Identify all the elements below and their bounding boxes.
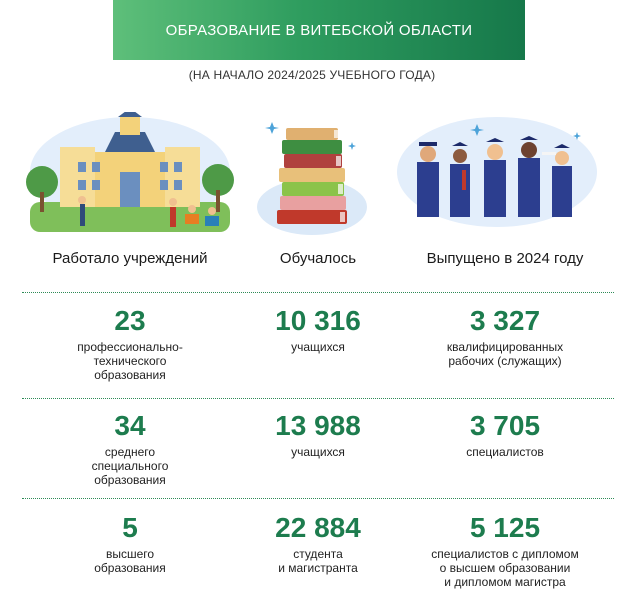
campus-illustration: [20, 112, 240, 237]
stat-value: 5 125: [469, 512, 541, 543]
stat-value: 34: [114, 410, 146, 441]
column-heading-students: Обучалось: [279, 250, 357, 267]
column-heading-institutions: Работало учреждений: [52, 250, 208, 267]
stat-label: профессионально- технического образования: [77, 340, 183, 382]
column-heading-graduates: Выпущено в 2024 году: [426, 250, 584, 267]
stat-label: высшего образования: [94, 547, 166, 575]
page-title: ОБРАЗОВАНИЕ В ВИТЕБСКОЙ ОБЛАСТИ: [165, 21, 473, 39]
stat-label: специалистов: [466, 445, 544, 459]
stat-cell: [248, 512, 388, 575]
stat-label: студента и магистранта: [278, 547, 358, 575]
row-separator: [22, 292, 614, 293]
stat-cell: [405, 305, 605, 368]
stat-label: среднего специального образования: [91, 445, 169, 487]
campus-icon: [20, 112, 240, 237]
stat-cell: [248, 305, 388, 354]
row-separator: [22, 498, 614, 499]
stat-cell: [405, 410, 605, 459]
stat-cell: [248, 410, 388, 459]
stat-value: 13 988: [275, 410, 361, 441]
stat-cell: [405, 512, 605, 589]
stat-value: 23: [114, 305, 146, 336]
stat-value: 5: [122, 512, 138, 543]
stat-cell: [40, 512, 220, 575]
stat-label: квалифицированных рабочих (служащих): [446, 340, 564, 368]
stat-label: учащихся: [291, 340, 345, 354]
stat-cell: [40, 410, 220, 487]
row-separator: [22, 398, 614, 399]
stat-value: 3 705: [469, 410, 541, 441]
stat-value: 3 327: [469, 305, 541, 336]
graduates-illustration: [392, 112, 602, 237]
stat-label: учащихся: [291, 445, 345, 459]
stat-label: специалистов с дипломом о высшем образовании и дипломом магистра: [431, 547, 579, 589]
title-banner: [113, 0, 525, 60]
stat-value: 22 884: [275, 512, 361, 543]
graduates-icon: [392, 112, 602, 237]
stat-value: 10 316: [275, 305, 361, 336]
books-stack-illustration: [252, 112, 372, 237]
stat-cell: [40, 305, 220, 382]
page-subtitle: (НА НАЧАЛО 2024/2025 УЧЕБНОГО ГОДА): [188, 68, 436, 82]
books-icon: [252, 112, 372, 237]
